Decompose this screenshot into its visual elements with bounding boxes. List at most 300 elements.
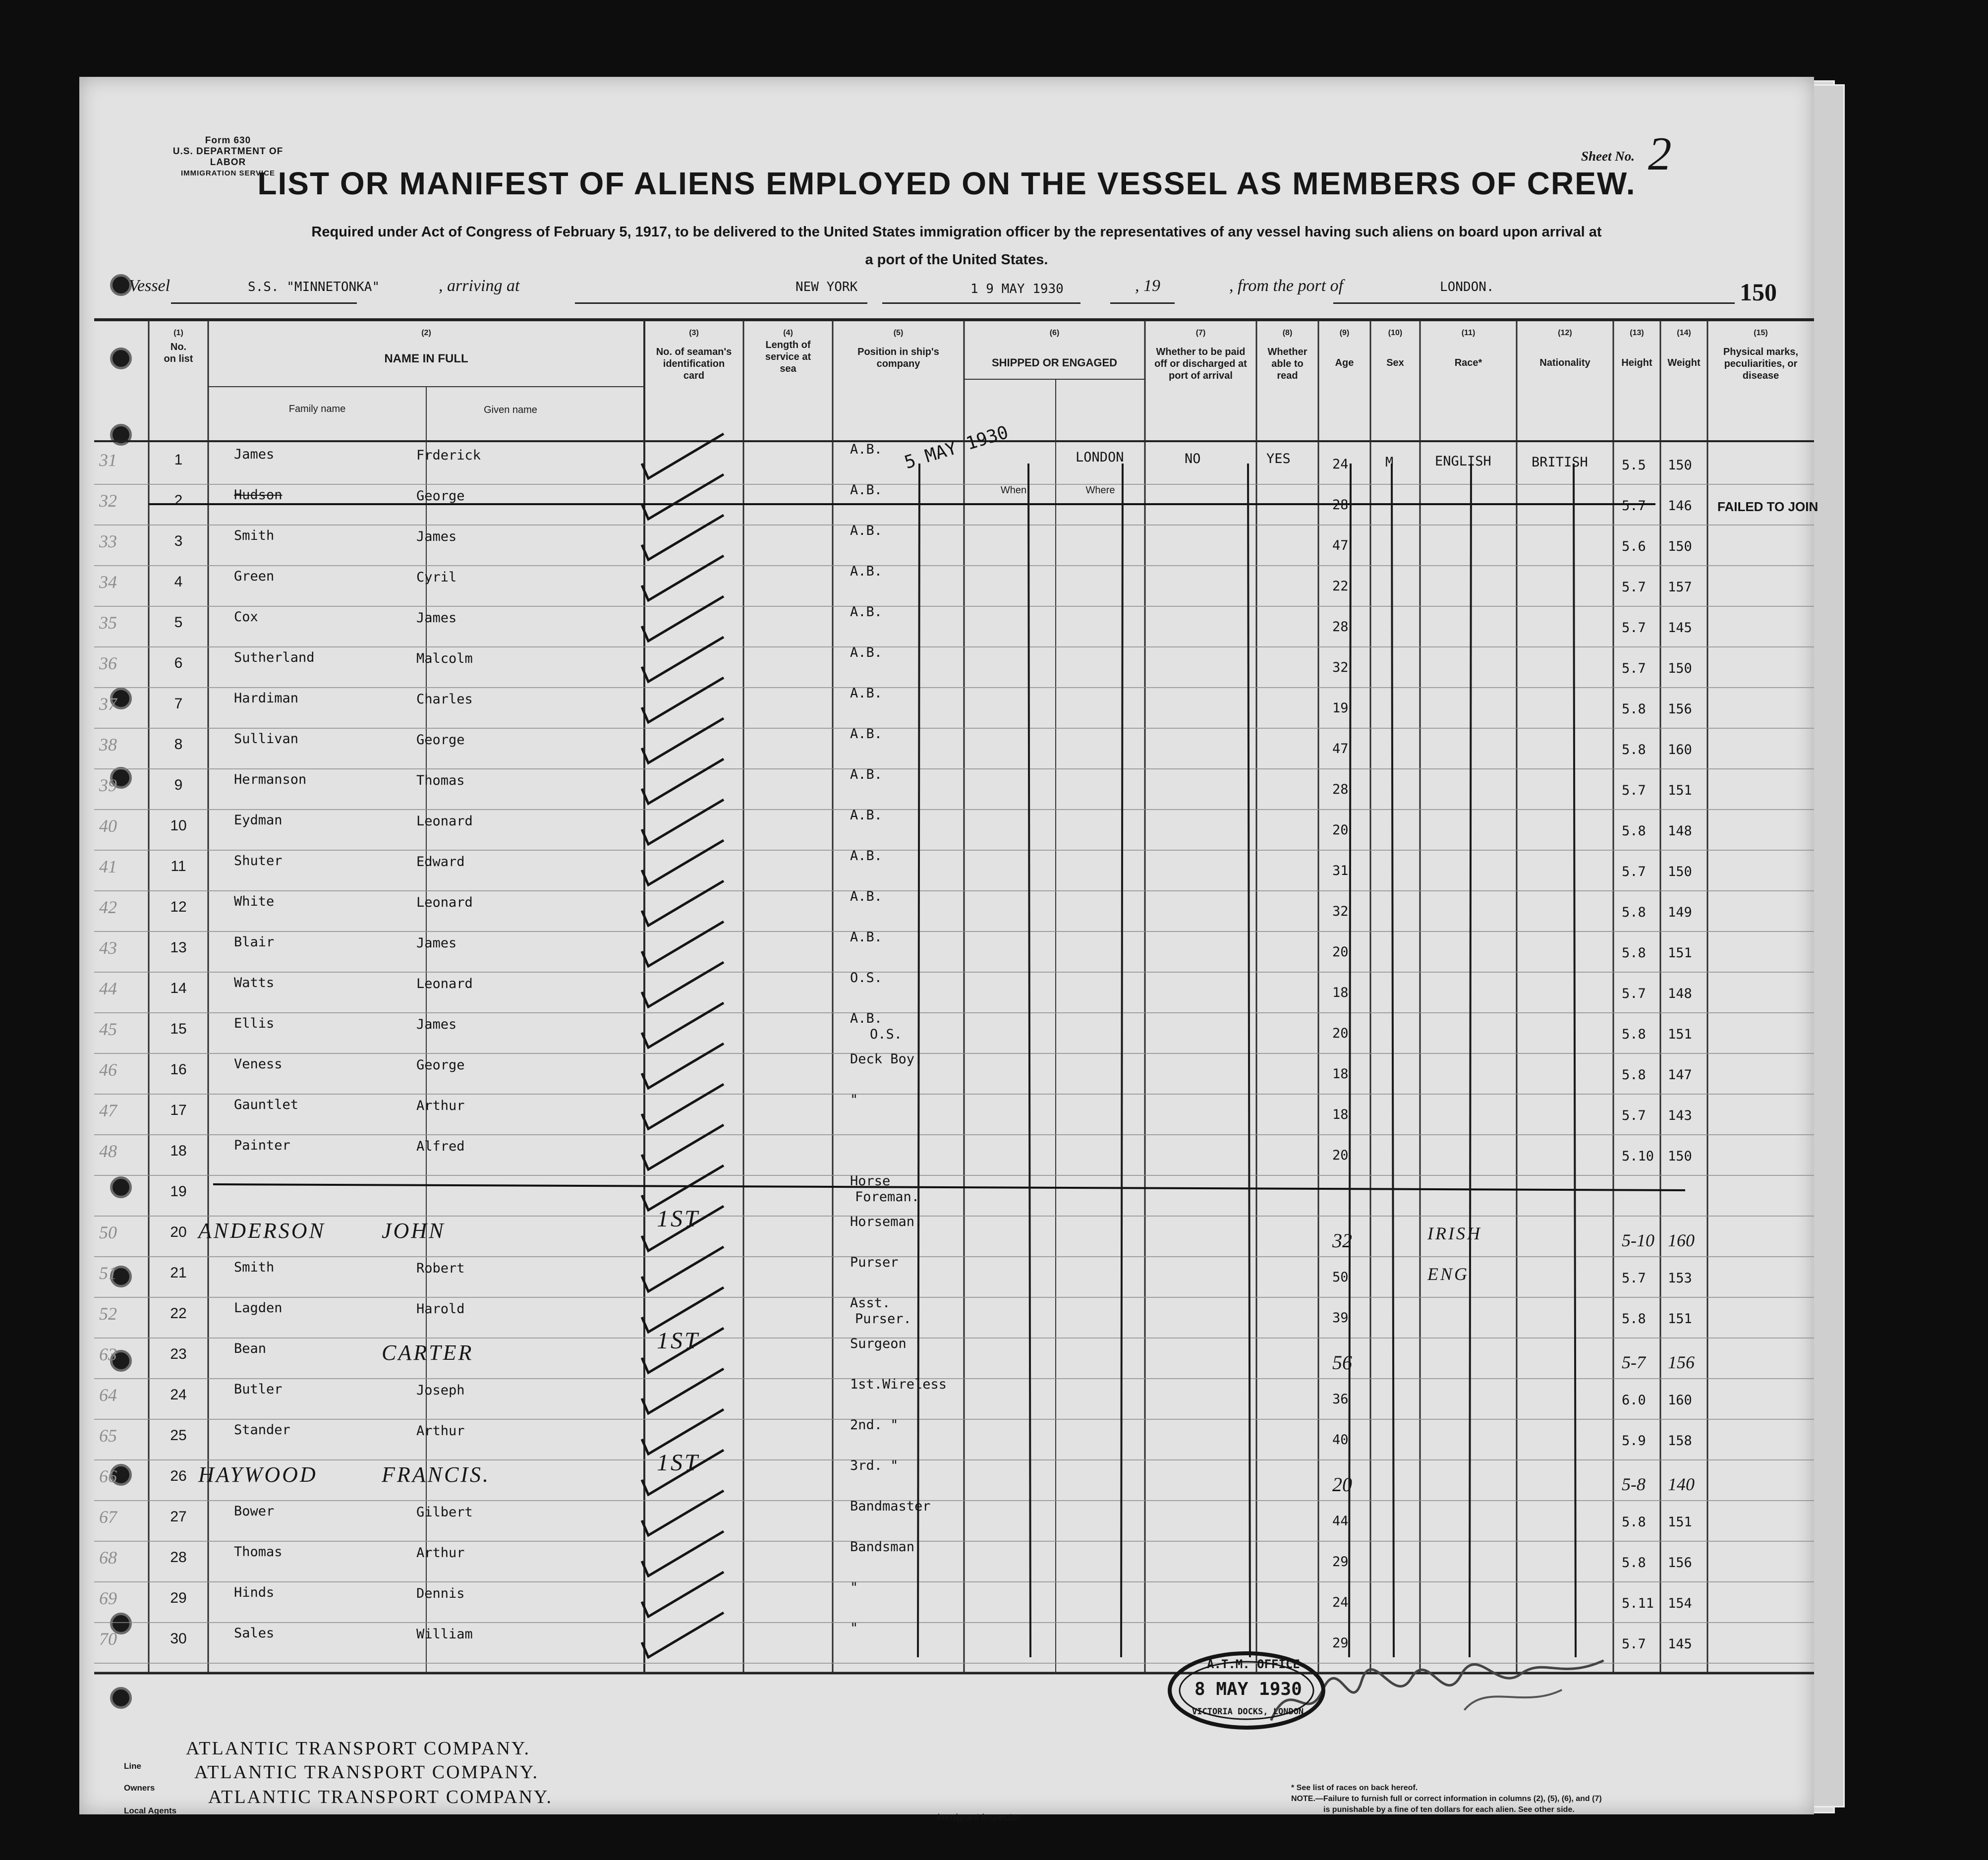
family-name: Bean [234, 1341, 267, 1356]
margin-number: 64 [99, 1385, 117, 1405]
hand-drawn-rule [213, 1184, 1685, 1190]
arrival-date: 1 9 MAY 1930 [970, 282, 1064, 296]
stamp-date: 8 MAY 1930 [1194, 1679, 1302, 1699]
penalty-note-2: is punishable by a fine of ten dollars for each alien. See other side. [1323, 1805, 1575, 1814]
card-number: 1ST [657, 1206, 700, 1232]
weight: 151 [1668, 945, 1692, 961]
check-mark [642, 718, 724, 763]
col-8-header: (8) Whether able to read [1267, 329, 1307, 381]
family-name: Sutherland [234, 650, 315, 665]
age: 28 [1332, 619, 1349, 635]
check-mark [642, 1247, 724, 1291]
race-value: ENGLISH [1435, 454, 1491, 469]
row-number: 26 [170, 1468, 187, 1484]
card-number: 1ST [657, 1328, 700, 1354]
given-name: Edward [416, 854, 465, 870]
position: O.S. [870, 1027, 903, 1042]
age: 56 [1332, 1351, 1352, 1374]
local-agents-label: Local Agents [124, 1806, 177, 1815]
height: 5.7 [1622, 864, 1646, 879]
given-name: George [416, 732, 465, 748]
check-mark [642, 1125, 724, 1169]
weight: 153 [1668, 1271, 1692, 1286]
family-name: Bower [234, 1504, 275, 1519]
margin-number: 50 [99, 1222, 117, 1242]
check-mark [642, 759, 724, 804]
position: A.B. [850, 645, 883, 660]
age: 32 [1332, 904, 1349, 919]
physical-marks-remark: FAILED TO JOIN [1717, 499, 1818, 514]
family-name: Green [234, 569, 275, 584]
margin-number: 67 [99, 1507, 117, 1527]
age: 50 [1332, 1270, 1349, 1285]
weight: 143 [1668, 1108, 1692, 1123]
position: A.B. [850, 523, 883, 538]
height: 5.8 [1622, 742, 1646, 757]
margin-number: 51 [99, 1263, 117, 1283]
check-mark [642, 1491, 724, 1535]
row-number: 19 [170, 1183, 187, 1200]
row-number: 11 [170, 858, 186, 874]
height: 5-7 [1622, 1352, 1646, 1372]
margin-number: 36 [99, 653, 117, 673]
height: 5.6 [1622, 539, 1646, 554]
given-name: Leonard [416, 814, 473, 829]
check-mark [642, 1613, 724, 1657]
age: 44 [1332, 1513, 1349, 1529]
position: 3rd. " [850, 1458, 899, 1473]
height: 5.8 [1622, 1027, 1646, 1042]
margin-number: 31 [99, 450, 117, 470]
height: 5.9 [1622, 1433, 1646, 1449]
position: Purser [850, 1255, 899, 1270]
age: 40 [1332, 1432, 1349, 1448]
margin-number: 65 [99, 1426, 117, 1446]
weight: 147 [1668, 1067, 1692, 1083]
margin-number: 40 [99, 816, 117, 836]
age: 47 [1332, 741, 1349, 756]
height: 5.7 [1622, 620, 1646, 636]
height: 5-8 [1622, 1474, 1646, 1494]
col-7-header: (7) Whether to be paid off or discharged at port of arrival [1154, 329, 1247, 381]
position: Horseman. [850, 1214, 923, 1229]
margin-number: 45 [99, 1019, 117, 1039]
age: 22 [1332, 579, 1349, 594]
page-title: LIST OR MANIFEST OF ALIENS EMPLOYED ON THE VESSEL AS MEMBERS OF CREW. [257, 166, 1636, 201]
position: Deck Boy. [850, 1051, 923, 1067]
col-10-header: (10) Sex [1386, 329, 1404, 368]
from-port: LONDON. [1440, 280, 1494, 294]
margin-number: 70 [99, 1629, 117, 1649]
weight: 140 [1668, 1474, 1695, 1494]
height: 5.8 [1622, 1514, 1646, 1530]
height: 5.8 [1622, 945, 1646, 961]
family-name: Gauntlet [234, 1097, 299, 1112]
given-name: Harold [416, 1301, 465, 1317]
col-3-header: (3) No. of seaman's identification card [656, 329, 732, 381]
weight: 156 [1668, 1352, 1695, 1372]
family-name: ANDERSON [198, 1219, 326, 1243]
height: 5-10 [1622, 1230, 1654, 1250]
row-number: 20 [170, 1224, 187, 1240]
check-mark [642, 1531, 724, 1576]
owners-label: Owners [124, 1783, 155, 1793]
given-name: Leonard [416, 895, 473, 910]
shipped-where-header: Where [1085, 485, 1115, 496]
given-name: Arthur [416, 1098, 465, 1113]
race: IRISH [1427, 1223, 1482, 1243]
height: 5.7 [1622, 498, 1646, 514]
col-11-header: (11) Race* [1454, 329, 1482, 368]
family-name: Smith [234, 1260, 275, 1275]
weight: 148 [1668, 823, 1692, 839]
row-number: 14 [170, 980, 187, 996]
ditto-stroke [1574, 464, 1576, 1657]
check-mark [642, 800, 724, 844]
given-name: Gilbert [416, 1505, 473, 1520]
family-name: Stander [234, 1422, 290, 1438]
given-name: FRANCIS. [382, 1462, 490, 1487]
age: 20 [1332, 1473, 1352, 1496]
given-name: Arthur [416, 1423, 465, 1439]
race: ENG [1427, 1264, 1469, 1284]
year-label: , 19 [1135, 277, 1160, 295]
age: 20 [1332, 1026, 1349, 1041]
col-6-header: (6) SHIPPED OR ENGAGED [991, 329, 1118, 369]
check-mark [642, 962, 724, 1007]
family-name: Butler [234, 1382, 283, 1397]
check-mark [642, 596, 724, 641]
row-number: 3 [174, 533, 183, 549]
family-name: Sullivan [234, 731, 299, 747]
position: A.B. [850, 930, 883, 945]
row-number: 23 [170, 1346, 187, 1362]
age: 28 [1332, 497, 1349, 513]
position: A.B. [850, 686, 883, 701]
age: 18 [1332, 1107, 1349, 1122]
position: Purser. [855, 1311, 911, 1327]
weight: 154 [1668, 1596, 1692, 1611]
weight: 145 [1668, 620, 1692, 636]
family-name: Painter [234, 1138, 290, 1153]
height: 5.7 [1622, 1108, 1646, 1123]
margin-number: 39 [99, 775, 117, 795]
margin-number: 68 [99, 1548, 117, 1568]
row-number: 28 [170, 1549, 187, 1566]
margin-number: 34 [99, 572, 117, 592]
family-name: James [234, 447, 275, 462]
age: 32 [1332, 660, 1349, 675]
able-to-read-value: YES [1266, 451, 1291, 466]
given-name: Cyril [416, 570, 457, 585]
shipped-when-header: When [1000, 485, 1027, 496]
row-number: 22 [170, 1305, 187, 1322]
ditto-stroke [1470, 464, 1471, 1657]
row-number: 4 [174, 574, 183, 590]
weight: 150 [1668, 661, 1692, 676]
position: A.B. [850, 482, 883, 498]
manifest-sheet [79, 77, 1818, 1823]
check-mark [642, 1572, 724, 1617]
check-mark [642, 1044, 724, 1088]
weight: 151 [1668, 1514, 1692, 1530]
position: A.B. [850, 1011, 883, 1026]
family-name: Shuter [234, 853, 283, 869]
subtitle-line-1: Required under Act of Congress of February 5, 1917, to be delivered to the United States immigration officer by the representatives of any vessel having such aliens on board upon arrival at [311, 224, 1602, 240]
check-mark [642, 1369, 724, 1413]
margin-number: 38 [99, 735, 117, 755]
col-15-header: (15) Physical marks, peculiarities, or disease [1723, 329, 1799, 381]
position: A.B. [850, 767, 883, 782]
penalty-note-1: NOTE.—Failure to furnish full or correct information in columns (2), (5), (6), and (7) [1291, 1795, 1602, 1803]
given-name: CARTER [382, 1340, 474, 1365]
weight: 145 [1668, 1636, 1692, 1652]
age: 20 [1332, 1148, 1349, 1163]
height: 5.8 [1622, 905, 1646, 920]
given-name-header: Given name [484, 405, 537, 415]
row-number: 25 [170, 1427, 187, 1444]
ditto-stroke [1121, 464, 1123, 1657]
row-number: 13 [170, 939, 187, 956]
height: 5.7 [1622, 1271, 1646, 1286]
margin-number: 33 [99, 531, 117, 551]
position: A.B. [850, 564, 883, 579]
check-mark [642, 1409, 724, 1454]
height: 5.11 [1622, 1596, 1654, 1611]
check-mark [642, 881, 724, 926]
check-mark [642, 474, 724, 519]
position: Bandmaster [850, 1499, 931, 1514]
row-number: 7 [174, 696, 183, 712]
sex-value: M [1385, 455, 1394, 470]
family-name: Blair [234, 934, 275, 950]
given-name: George [416, 488, 465, 504]
height: 5.5 [1622, 458, 1646, 473]
position: Foreman. [855, 1189, 920, 1205]
given-name: James [416, 529, 457, 544]
margin-number: 43 [99, 938, 117, 958]
height: 5.8 [1622, 1555, 1646, 1570]
family-name-header: Family name [288, 404, 346, 414]
given-name: William [416, 1627, 473, 1642]
line-company: ATLANTIC TRANSPORT COMPANY. [186, 1738, 530, 1759]
margin-number: 52 [99, 1304, 117, 1324]
weight: 150 [1668, 1149, 1692, 1164]
col-4-header: (4) Length of service at sea [765, 329, 811, 374]
family-name: Ellis [234, 1016, 275, 1031]
check-mark [642, 840, 724, 885]
given-name: Arthur [416, 1545, 465, 1561]
agents-company: ATLANTIC TRANSPORT COMPANY. [208, 1787, 553, 1807]
weight: 146 [1668, 498, 1692, 514]
family-name: Cox [234, 609, 258, 625]
col-1-header: (1) No. on list [164, 329, 193, 364]
card-number: 1ST [657, 1450, 700, 1476]
family-name: Hudson [234, 487, 283, 503]
weight: 160 [1668, 742, 1692, 757]
given-name: James [416, 610, 457, 626]
age: 29 [1332, 1554, 1349, 1569]
margin-number: 32 [99, 491, 117, 511]
row-number: 6 [174, 655, 183, 671]
age: 39 [1332, 1310, 1349, 1326]
position: A.B. [850, 848, 883, 864]
col-13-header: (13) Height [1621, 329, 1652, 368]
inspector-label: Immigrant Inspector. [937, 1812, 1022, 1823]
margin-number: 37 [99, 694, 117, 714]
nationality-value: BRITISH [1532, 455, 1588, 470]
row-number: 15 [170, 1021, 187, 1037]
position: " [850, 1092, 858, 1107]
department-name: U.S. DEPARTMENT OF LABOR [172, 146, 284, 168]
family-name: Sales [234, 1626, 275, 1641]
weight: 156 [1668, 701, 1692, 717]
height: 5.7 [1622, 783, 1646, 798]
page-number: 150 [1740, 278, 1777, 306]
height: 6.0 [1622, 1393, 1646, 1408]
weight: 150 [1668, 458, 1692, 473]
margin-number: 46 [99, 1060, 117, 1080]
vessel-name: S.S. "MINNETONKA" [248, 280, 380, 294]
height: 5.7 [1622, 661, 1646, 676]
family-name: Hardiman [234, 691, 299, 706]
margin-number: 44 [99, 979, 117, 998]
family-name: HAYWOOD [198, 1462, 318, 1487]
position: " [850, 1580, 858, 1595]
weight: 149 [1668, 905, 1692, 920]
form-number: Form 630 [205, 135, 251, 146]
stamp-top-text: A.T.M. OFFICE [1207, 1657, 1300, 1671]
age: 47 [1332, 538, 1349, 553]
row-number: 17 [170, 1102, 187, 1118]
weight: 151 [1668, 1027, 1692, 1042]
weight: 160 [1668, 1393, 1692, 1408]
family-name: Eydman [234, 813, 283, 828]
margin-number: 42 [99, 897, 117, 917]
age: 19 [1332, 700, 1349, 716]
row-number: 8 [174, 736, 183, 753]
check-mark [642, 556, 724, 600]
weight: 151 [1668, 1311, 1692, 1327]
margin-number: 69 [99, 1588, 117, 1608]
row-number: 30 [170, 1630, 187, 1647]
given-name: Thomas [416, 773, 465, 788]
position: 1st.Wireless [850, 1377, 947, 1392]
row-number: 24 [170, 1387, 187, 1403]
height: 5.8 [1622, 1067, 1646, 1083]
position: Horse [850, 1173, 891, 1189]
row-number: 9 [174, 777, 183, 793]
owners-company: ATLANTIC TRANSPORT COMPANY. [194, 1762, 539, 1783]
given-name: Alfred [416, 1139, 465, 1154]
weight: 156 [1668, 1555, 1692, 1570]
age: 28 [1332, 782, 1349, 797]
height: 5.8 [1622, 823, 1646, 839]
subtitle-line-2: a port of the United States. [865, 252, 1048, 268]
family-name: Veness [234, 1056, 283, 1072]
height: 5.7 [1622, 986, 1646, 1001]
row-number: 10 [170, 817, 187, 834]
given-name: JOHN [382, 1219, 446, 1243]
col-12-header: (12) Nationality [1539, 329, 1590, 368]
margin-number: 41 [99, 857, 117, 876]
row-number: 27 [170, 1509, 187, 1525]
check-mark [642, 637, 724, 682]
age: 29 [1332, 1635, 1349, 1651]
sheet-number-label: Sheet No. [1581, 149, 1635, 164]
arrival-port: NEW YORK [795, 280, 858, 294]
margin-number: 63 [99, 1344, 117, 1364]
arriving-label: , arriving at [439, 277, 520, 295]
age: 24 [1332, 457, 1349, 472]
age: 20 [1332, 944, 1349, 960]
family-name: Hermanson [234, 772, 307, 787]
position: 2nd. " [850, 1417, 899, 1433]
age: 20 [1332, 822, 1349, 838]
weight: 158 [1668, 1433, 1692, 1449]
line-label: Line [124, 1761, 141, 1771]
given-name: James [416, 1017, 457, 1032]
position: " [850, 1621, 858, 1636]
height: 5.8 [1622, 1311, 1646, 1327]
position: Asst. [850, 1295, 891, 1311]
shipped-date-stamp: 5 MAY 1930 [902, 422, 1011, 473]
check-mark [642, 1287, 724, 1332]
height: 5.8 [1622, 701, 1646, 717]
family-name: Smith [234, 528, 275, 543]
family-name: Hinds [234, 1585, 275, 1600]
given-name: Frderick [416, 448, 481, 463]
row-number: 16 [170, 1061, 187, 1078]
ditto-stroke [1028, 464, 1030, 1657]
given-name: Leonard [416, 976, 473, 991]
age: 36 [1332, 1392, 1349, 1407]
given-name: James [416, 935, 457, 951]
vessel-label: Vessel [129, 277, 170, 295]
given-name: George [416, 1057, 465, 1073]
row-number: 21 [170, 1265, 187, 1281]
office-stamp [1165, 1648, 1328, 1733]
col-2-header: (2) NAME IN FULL [384, 329, 468, 365]
position: A.B. [850, 889, 883, 904]
height: 5.7 [1622, 580, 1646, 595]
given-name: Malcolm [416, 651, 473, 666]
shipped-where-value: LONDON [1076, 450, 1124, 465]
position: A.B. [850, 808, 883, 823]
stamp-bottom-text: VICTORIA DOCKS, LONDON [1192, 1707, 1304, 1717]
age: 31 [1332, 863, 1349, 878]
sheet-number: 2 [1648, 127, 1672, 180]
check-mark [642, 922, 724, 966]
age: 32 [1332, 1229, 1352, 1252]
check-mark [642, 1165, 724, 1210]
height: 5.10 [1622, 1149, 1654, 1164]
weight: 150 [1668, 864, 1692, 879]
position: O.S. [850, 970, 883, 986]
family-name: Thomas [234, 1544, 283, 1560]
given-name: Joseph [416, 1383, 465, 1398]
margin-number: 48 [99, 1141, 117, 1161]
age: 18 [1332, 985, 1349, 1000]
check-mark [642, 515, 724, 560]
col-9-header: (9) Age [1335, 329, 1354, 368]
position: Surgeon [850, 1336, 907, 1351]
service-name: IMMIGRATION SERVICE [180, 169, 276, 177]
margin-number: 66 [99, 1466, 117, 1486]
col-5-header: (5) Position in ship's company [857, 329, 939, 369]
check-mark [642, 1003, 724, 1047]
ditto-stroke [1392, 464, 1394, 1657]
